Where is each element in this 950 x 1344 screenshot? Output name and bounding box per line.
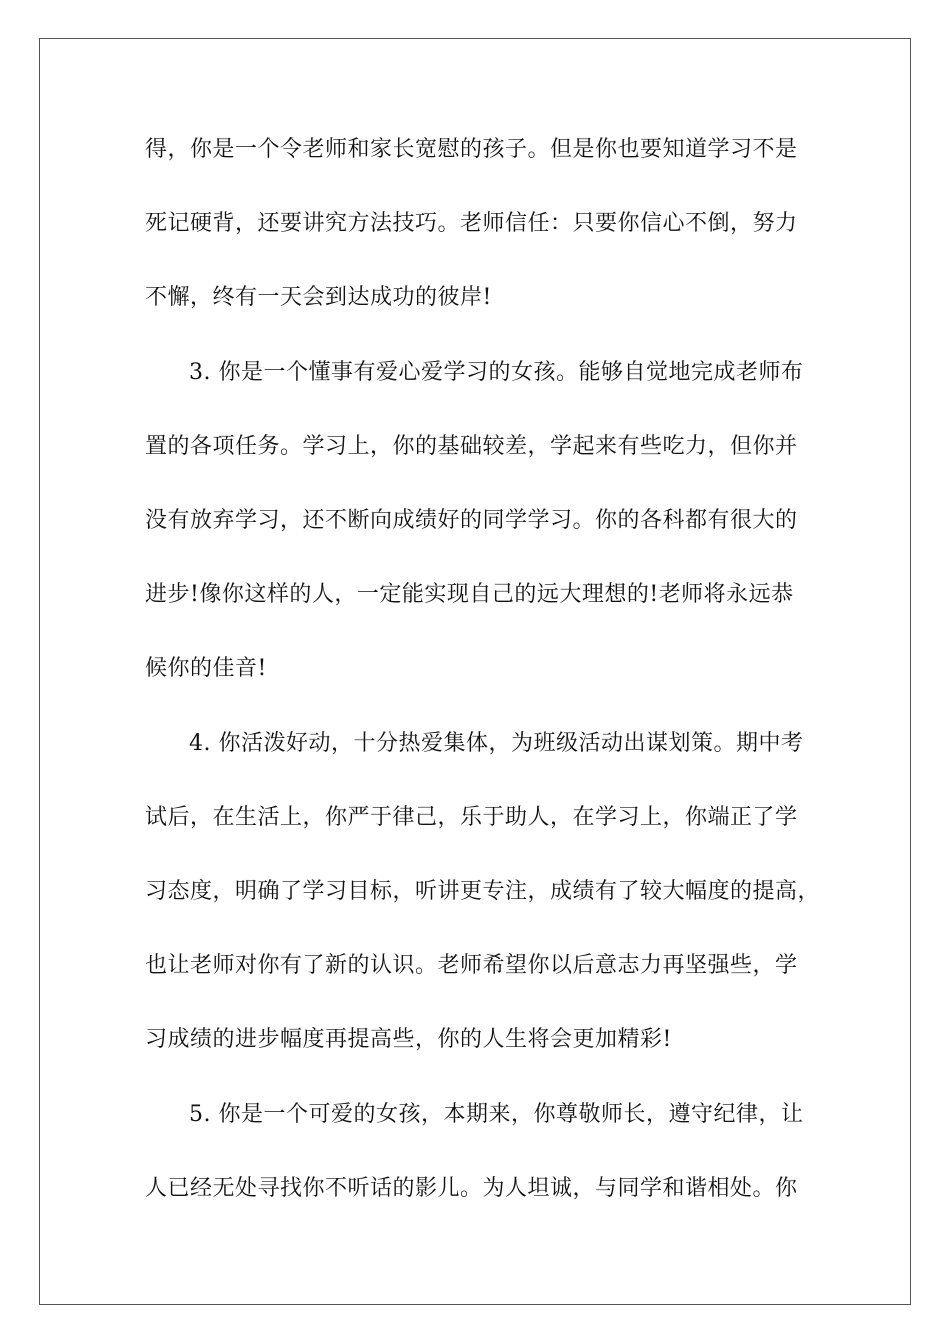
text-line: 进步!像你这样的人，一定能实现自己的远大理想的!老师将永远恭: [145, 582, 794, 607]
text-line: 也让老师对你有了新的认识。老师希望你以后意志力再坚强些，学: [145, 953, 798, 978]
text-line: 得，你是一个令老师和家长宽慰的孩子。但是你也要知道学习不是: [145, 137, 798, 162]
text-line: 没有放弃学习，还不断向成绩好的同学学习。你的各科都有很大的: [145, 508, 798, 533]
text-line-paragraph-start: 5. 你是一个可爱的女孩，本期来，你尊敬师长，遵守纪律，让: [189, 1102, 804, 1127]
text-line: 置的各项任务。学习上，你的基础较差，学起来有些吃力，但你并: [145, 434, 798, 459]
text-line-paragraph-start: 4. 你活泼好动，十分热爱集体，为班级活动出谋划策。期中考: [189, 731, 804, 756]
text-line: 候你的佳音!: [145, 656, 267, 681]
text-line: 死记硬背，还要讲究方法技巧。老师信任：只要你信心不倒，努力: [145, 211, 798, 236]
text-line: 不懈，终有一天会到达成功的彼岸!: [145, 285, 492, 310]
text-line: 习成绩的进步幅度再提高些，你的人生将会更加精彩!: [145, 1027, 672, 1052]
text-line: 人已经无处寻找你不听话的影儿。为人坦诚，与同学和谐相处。你: [145, 1176, 798, 1201]
text-line: 试后，在生活上，你严于律己，乐于助人，在学习上，你端正了学: [145, 805, 798, 830]
text-line-paragraph-start: 3. 你是一个懂事有爱心爱学习的女孩。能够自觉地完成老师布: [189, 360, 804, 385]
text-line: 习态度，明确了学习目标，听讲更专注，成绩有了较大幅度的提高，: [145, 879, 821, 904]
